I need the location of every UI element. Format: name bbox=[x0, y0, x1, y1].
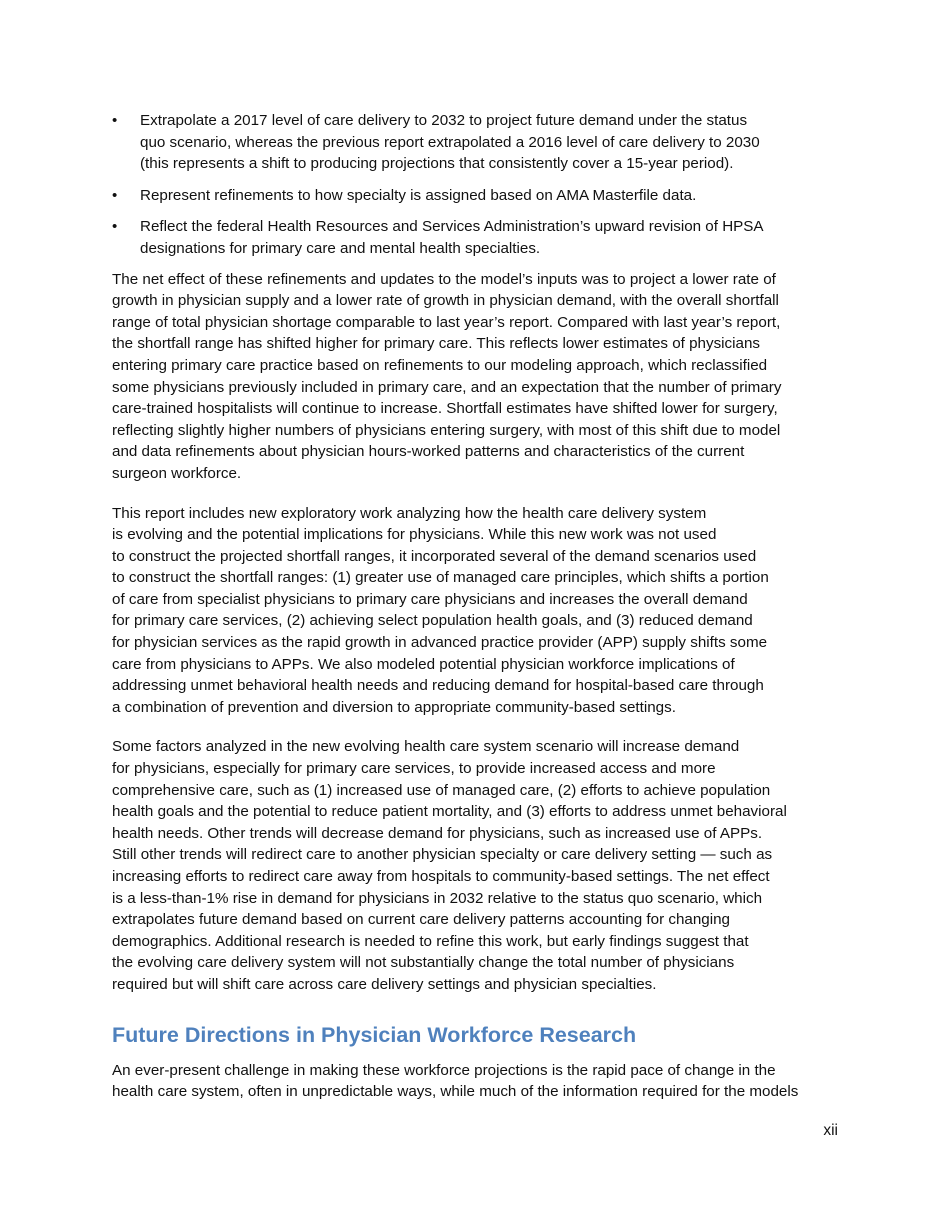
text-line: some physicians previously included in primary care, and an expectation that the number of primary bbox=[112, 378, 782, 396]
text-line: quo scenario, whereas the previous report extrapolated a 2016 level of care delivery to 2030 bbox=[140, 133, 760, 151]
text-line: for physician services as the rapid growth in advanced practice provider (APP) supply shifts some bbox=[112, 634, 768, 652]
body-paragraph bbox=[112, 503, 840, 719]
text-line: addressing unmet behavioral health needs and reducing demand for hospital-based care through bbox=[112, 677, 764, 695]
text-line: comprehensive care, such as (1) increased use of managed care, (2) efforts to achieve population bbox=[112, 781, 771, 799]
text-line: surgeon workforce. bbox=[112, 464, 242, 482]
text-line: The net effect of these refinements and updates to the model’s inputs was to project a lower rate of bbox=[112, 270, 776, 288]
text-line: of care from specialist physicians to primary care physicians and increases the overall demand bbox=[112, 590, 748, 608]
text-line: is evolving and the potential implications for physicians. While this new work was not used bbox=[112, 526, 717, 544]
text-line: care from physicians to APPs. We also modeled potential physician workforce implications of bbox=[112, 655, 735, 673]
bullet-item bbox=[112, 110, 840, 175]
text-line: health care system, often in unpredictable ways, while much of the information required for the models bbox=[112, 1083, 799, 1101]
page-number: xii bbox=[823, 1122, 838, 1139]
body-paragraph bbox=[112, 269, 840, 485]
text-line: to construct the shortfall ranges: (1) greater use of managed care principles, which shifts a portion bbox=[112, 569, 769, 587]
text-line: and data refinements about physician hours-worked patterns and characteristics of the current bbox=[112, 443, 745, 461]
text-line: demographics. Additional research is needed to refine this work, but early findings suggest that bbox=[112, 932, 749, 950]
text-line: This report includes new exploratory work analyzing how the health care delivery system bbox=[112, 504, 707, 522]
text-line: health needs. Other trends will decrease demand for physicians, such as increased use of APPs. bbox=[112, 824, 763, 842]
bullet-item bbox=[112, 216, 840, 259]
text-line: a combination of prevention and diversion to appropriate community-based settings. bbox=[112, 698, 676, 716]
text-line: designations for primary care and mental health specialties. bbox=[140, 239, 541, 257]
text-line: care-trained hospitalists will continue to increase. Shortfall estimates have shifted lower for surgery, bbox=[112, 400, 778, 418]
text-line: • Reflect the federal Health Resources and Services Administration’s upward revision of HPSA bbox=[140, 218, 764, 236]
text-line: the evolving care delivery system will not substantially change the total number of physicians bbox=[112, 954, 735, 972]
text-line: (this represents a shift to producing projections that consistently cover a 15-year period). bbox=[140, 155, 734, 173]
text-line: extrapolates future demand based on current care delivery patterns accounting for changing bbox=[112, 911, 731, 929]
text-line: Still other trends will redirect care to another physician specialty or care delivery setting — such as bbox=[112, 846, 773, 864]
text-line: range of total physician shortage comparable to last year’s report. Compared with last year’s report, bbox=[112, 313, 781, 331]
body-paragraph bbox=[112, 1060, 840, 1103]
bullet-item bbox=[112, 185, 840, 207]
text-line: An ever-present challenge in making these workforce projections is the rapid pace of change in the bbox=[112, 1061, 776, 1079]
text-line: for physicians, especially for primary care services, to provide increased access and more bbox=[112, 760, 716, 778]
document-page bbox=[112, 110, 840, 1121]
text-line: entering primary care practice based on refinements to our modeling approach, which reclassified bbox=[112, 356, 768, 374]
text-line: increasing efforts to redirect care away from hospitals to community-based settings. The net effect bbox=[112, 868, 770, 885]
text-line: the shortfall range has shifted higher for primary care. This reflects lower estimates of physicians bbox=[112, 335, 761, 353]
text-line: is a less-than-1% rise in demand for physicians in 2032 relative to the status quo scenario, which bbox=[112, 889, 763, 907]
text-line: required but will shift care across care delivery settings and physician specialties. bbox=[112, 975, 657, 993]
text-line: • Extrapolate a 2017 level of care delivery to 2032 to project future demand under the status bbox=[140, 112, 748, 129]
bullet-list bbox=[112, 110, 840, 260]
body-paragraph bbox=[112, 736, 840, 995]
text-line: • Represent refinements to how specialty is assigned based on AMA Masterfile data. bbox=[140, 186, 697, 204]
text-line: Some factors analyzed in the new evolving health care system scenario will increase demand bbox=[112, 738, 740, 756]
section-heading: Future Directions in Physician Workforce Research bbox=[112, 1022, 637, 1047]
text-line: reflecting slightly higher numbers of physicians entering surgery, with most of this shift due to model bbox=[112, 421, 781, 439]
text-line: for primary care services, (2) achieving select population health goals, and (3) reduced demand bbox=[112, 612, 753, 630]
text-line: to construct the projected shortfall ranges, it incorporated several of the demand scenarios used bbox=[112, 547, 757, 565]
text-line: health goals and the potential to reduce patient mortality, and (3) efforts to address unmet behavioral bbox=[112, 803, 787, 821]
text-line: growth in physician supply and a lower rate of growth in physician demand, with the overall shortfall bbox=[112, 292, 779, 310]
